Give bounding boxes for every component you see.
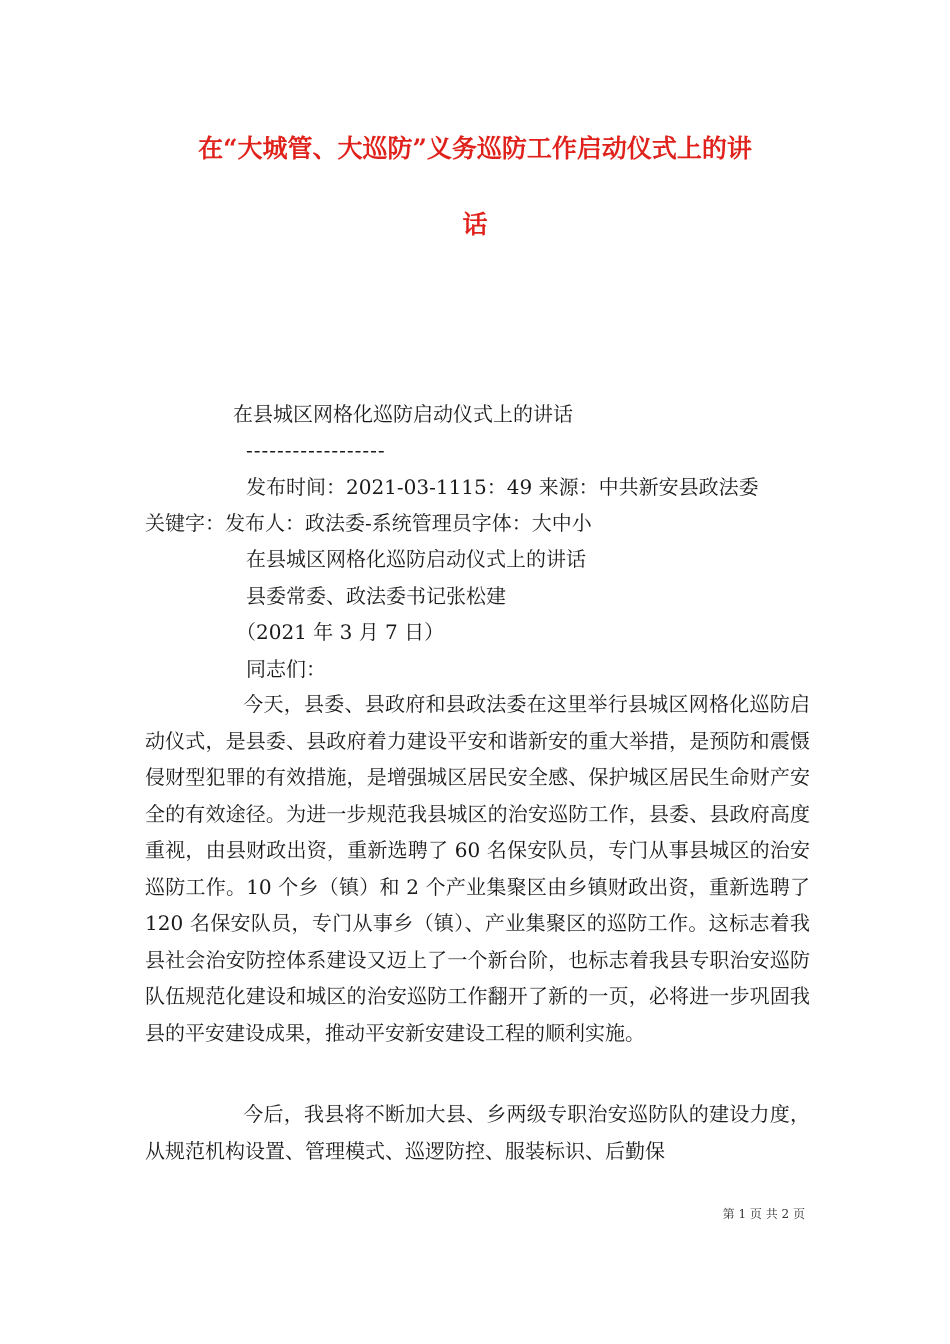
document-title-line1: 在“大城管、大巡防”义务巡防工作启动仪式上的讲 [198,134,752,163]
speech-date: （2021 年 3 月 7 日） [236,620,445,644]
salutation: 同志们： [246,657,326,681]
paragraph-2 [145,1096,810,1169]
meta-publish-info: 发布时间：2021-03-1115：49 来源：中共新安县政法委 [246,475,759,499]
document-title-line2: 话 [462,210,488,239]
divider-line: ------------------ [246,438,386,462]
sub-title: 在县城区网格化巡防启动仪式上的讲话 [233,402,573,426]
page-footer: 第 1 页 共 2 页 [722,1207,805,1221]
speech-title: 在县城区网格化巡防启动仪式上的讲话 [246,547,586,571]
speaker-line: 县委常委、政法委书记张松建 [246,584,506,608]
paragraph-1-text: 今天，县委、县政府和县政法委在这里举行县城区网格化巡防启动仪式，是县委、县政府着力建设平安和谐新安的重大举措，是预防和震慑侵财型犯罪的有效措施，是增强城区居民安全感、保护城区居民生命财产安全的有效途径。为进一步规范我县城区的治安巡防工作，县委、县政府高度重视，由县财政出资，重新选聘了 60 名保安队员，专门从事县城区的治安巡防工作。10 个乡（镇）和 2 个产业集聚区由乡镇财政出资，重新选聘了 120 名保安队员，专门从事乡（镇）、产业集聚区的巡防工作。这标志着我县社会治安防控体系建设又迈上了一个新台阶，也标志着我县专职治安巡防队伍规范化建设和城区的治安巡防工作翻开了新的一页，必将进一步巩固我县的平安建设成果，推动平安新安建设工程的顺利实施。 [145,692,810,1045]
paragraph-2-text: 今后，我县将不断加大县、乡两级专职治安巡防队的建设力度，从规范机构设置、管理模式、巡逻防控、服装标识、后勤保 [145,1102,810,1163]
paragraph-1 [145,686,810,1051]
meta-keywords-info: 关键字：发布人：政法委-系统管理员字体：大中小 [145,511,592,535]
